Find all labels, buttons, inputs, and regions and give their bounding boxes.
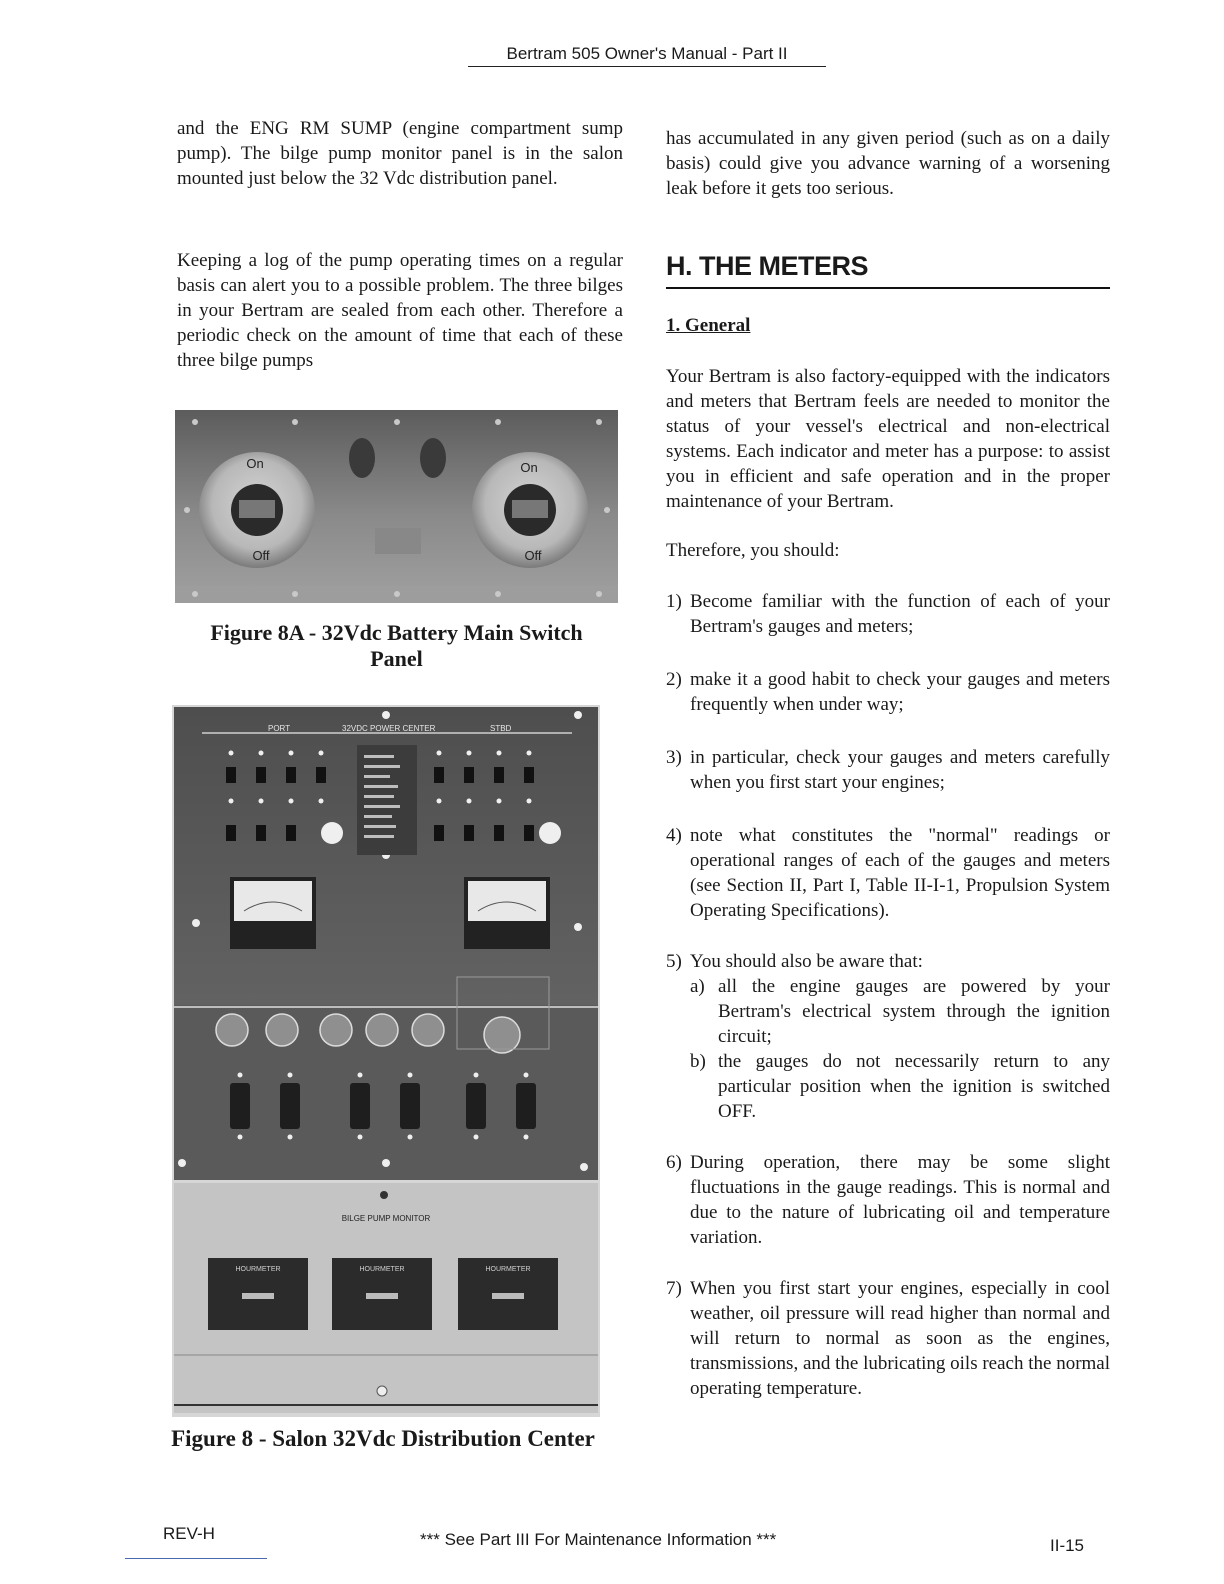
list-item-number: 2)	[666, 669, 682, 690]
list-item-text: in particular, check your gauges and meters carefully when you first start your engines;	[690, 747, 1110, 793]
list-item-text: You should also be aware that:	[690, 951, 923, 972]
list-item	[666, 823, 1110, 923]
fig8-monitor-1-label: HOURMETER	[235, 1266, 281, 1273]
fig8-power-center-label: 32VDC POWER CENTER	[342, 724, 436, 733]
sub-item-text: the gauges do not necessarily return to any particular position when the ignition is switched OFF.	[718, 1051, 1110, 1122]
fig8-monitor-title: BILGE PUMP MONITOR	[341, 1214, 431, 1223]
list-item-text: When you first start your engines, especially in cool weather, oil pressure will read higher than normal and will return to normal as soon as the engines, transmissions, and the lubricating oils reach the normal operating temperature.	[690, 1278, 1111, 1399]
list-item-number: 6)	[666, 1152, 682, 1173]
fig8a-right-off-label: Off	[524, 548, 542, 563]
footer-note: *** See Part III For Maintenance Information ***	[420, 1530, 777, 1549]
page-number: II-15	[1050, 1536, 1085, 1555]
list-item-text: make it a good habit to check your gauges and meters frequently when under way;	[690, 669, 1110, 715]
figure-8a-caption	[175, 620, 618, 672]
list-item-text: During operation, there may be some slight fluctuations in the gauge readings. This is normal and due to the nature of lubricating oil and temperature variation.	[690, 1152, 1110, 1248]
fig8-port-label: PORT	[268, 724, 291, 733]
intro-paragraph: Your Bertram is also factory-equipped with the indicators and meters that Bertram feels are needed to monitor the status of your vessel's electrical and non-electrical systems. Each indicator and meter has a purpose: to assist you in efficient and safe operation and in the proper maintenance of your Bertram.	[666, 366, 1110, 512]
sub-item-text: all the engine gauges are powered by your Bertram's electrical system through the ignition circuit;	[718, 976, 1110, 1047]
list-item-text: Become familiar with the function of each of your Bertram's gauges and meters;	[690, 591, 1110, 637]
page-header: Bertram 505 Owner's Manual - Part II	[468, 44, 826, 67]
list-item	[666, 589, 1110, 639]
list-item-number: 5)	[666, 951, 682, 972]
subsection-title: 1. General	[666, 315, 751, 336]
left-column	[177, 116, 623, 191]
list-item-text: note what constitutes the "normal" readings or operational ranges of each of the gauges and meters (see Section II, Part I, Table II-I-1, Propulsion System Operating Specifications).	[690, 825, 1110, 921]
fig8a-right-on-label: On	[520, 460, 538, 475]
fig8-monitor-3-label: HOURMETER	[485, 1266, 531, 1273]
left-column-2	[177, 248, 623, 373]
left-paragraph-1: and the ENG RM SUMP (engine compartment sump pump). The bilge pump monitor panel is in the salon mounted just below the 32 Vdc distribution panel.	[177, 118, 623, 189]
sub-item-letter: a)	[690, 976, 705, 997]
fig8a-left-on-label: On	[246, 456, 264, 471]
left-paragraph-2: Keeping a log of the pump operating times on a regular basis can alert you to a possible problem. The three bilges in your Bertram are sealed from each other. Therefore a periodic check on the amount of time that each of these three bilge pumps	[177, 250, 623, 371]
fig8a-left-off-label: Off	[252, 548, 270, 563]
sub-list-item	[690, 1049, 1110, 1124]
list-item-number: 3)	[666, 747, 682, 768]
fig8-monitor-2-label: HOURMETER	[359, 1266, 405, 1273]
section-title: H. THE METERS	[666, 254, 1110, 289]
footer-divider	[125, 1558, 267, 1559]
list-item	[666, 1150, 1110, 1250]
figure-8a-caption-line2: Panel	[370, 646, 423, 671]
figure-8-caption: Figure 8 - Salon 32Vdc Distribution Center	[171, 1426, 595, 1451]
meters-section	[666, 251, 1111, 1401]
figure-8-photo	[172, 705, 600, 1417]
list-item	[666, 1276, 1110, 1401]
right-paragraph-1: has accumulated in any given period (such as on a daily basis) could give you advance warning of a worsening leak before it gets too serious.	[666, 128, 1110, 199]
right-column	[666, 126, 1110, 201]
revision-label: REV-H	[163, 1524, 215, 1543]
sub-list-item	[690, 974, 1110, 1049]
figure-8a-photo	[175, 410, 618, 603]
list-item-number: 7)	[666, 1278, 682, 1299]
list-item	[666, 667, 1110, 717]
list-item	[666, 745, 1110, 795]
figure-8a-caption-line1: Figure 8A - 32Vdc Battery Main Switch	[210, 620, 583, 645]
list-item-number: 4)	[666, 825, 682, 846]
list-item	[666, 949, 1110, 974]
sub-item-letter: b)	[690, 1051, 706, 1072]
list-item-number: 1)	[666, 591, 682, 612]
fig8-stbd-label: STBD	[490, 724, 512, 733]
therefore-text: Therefore, you should:	[666, 540, 840, 561]
